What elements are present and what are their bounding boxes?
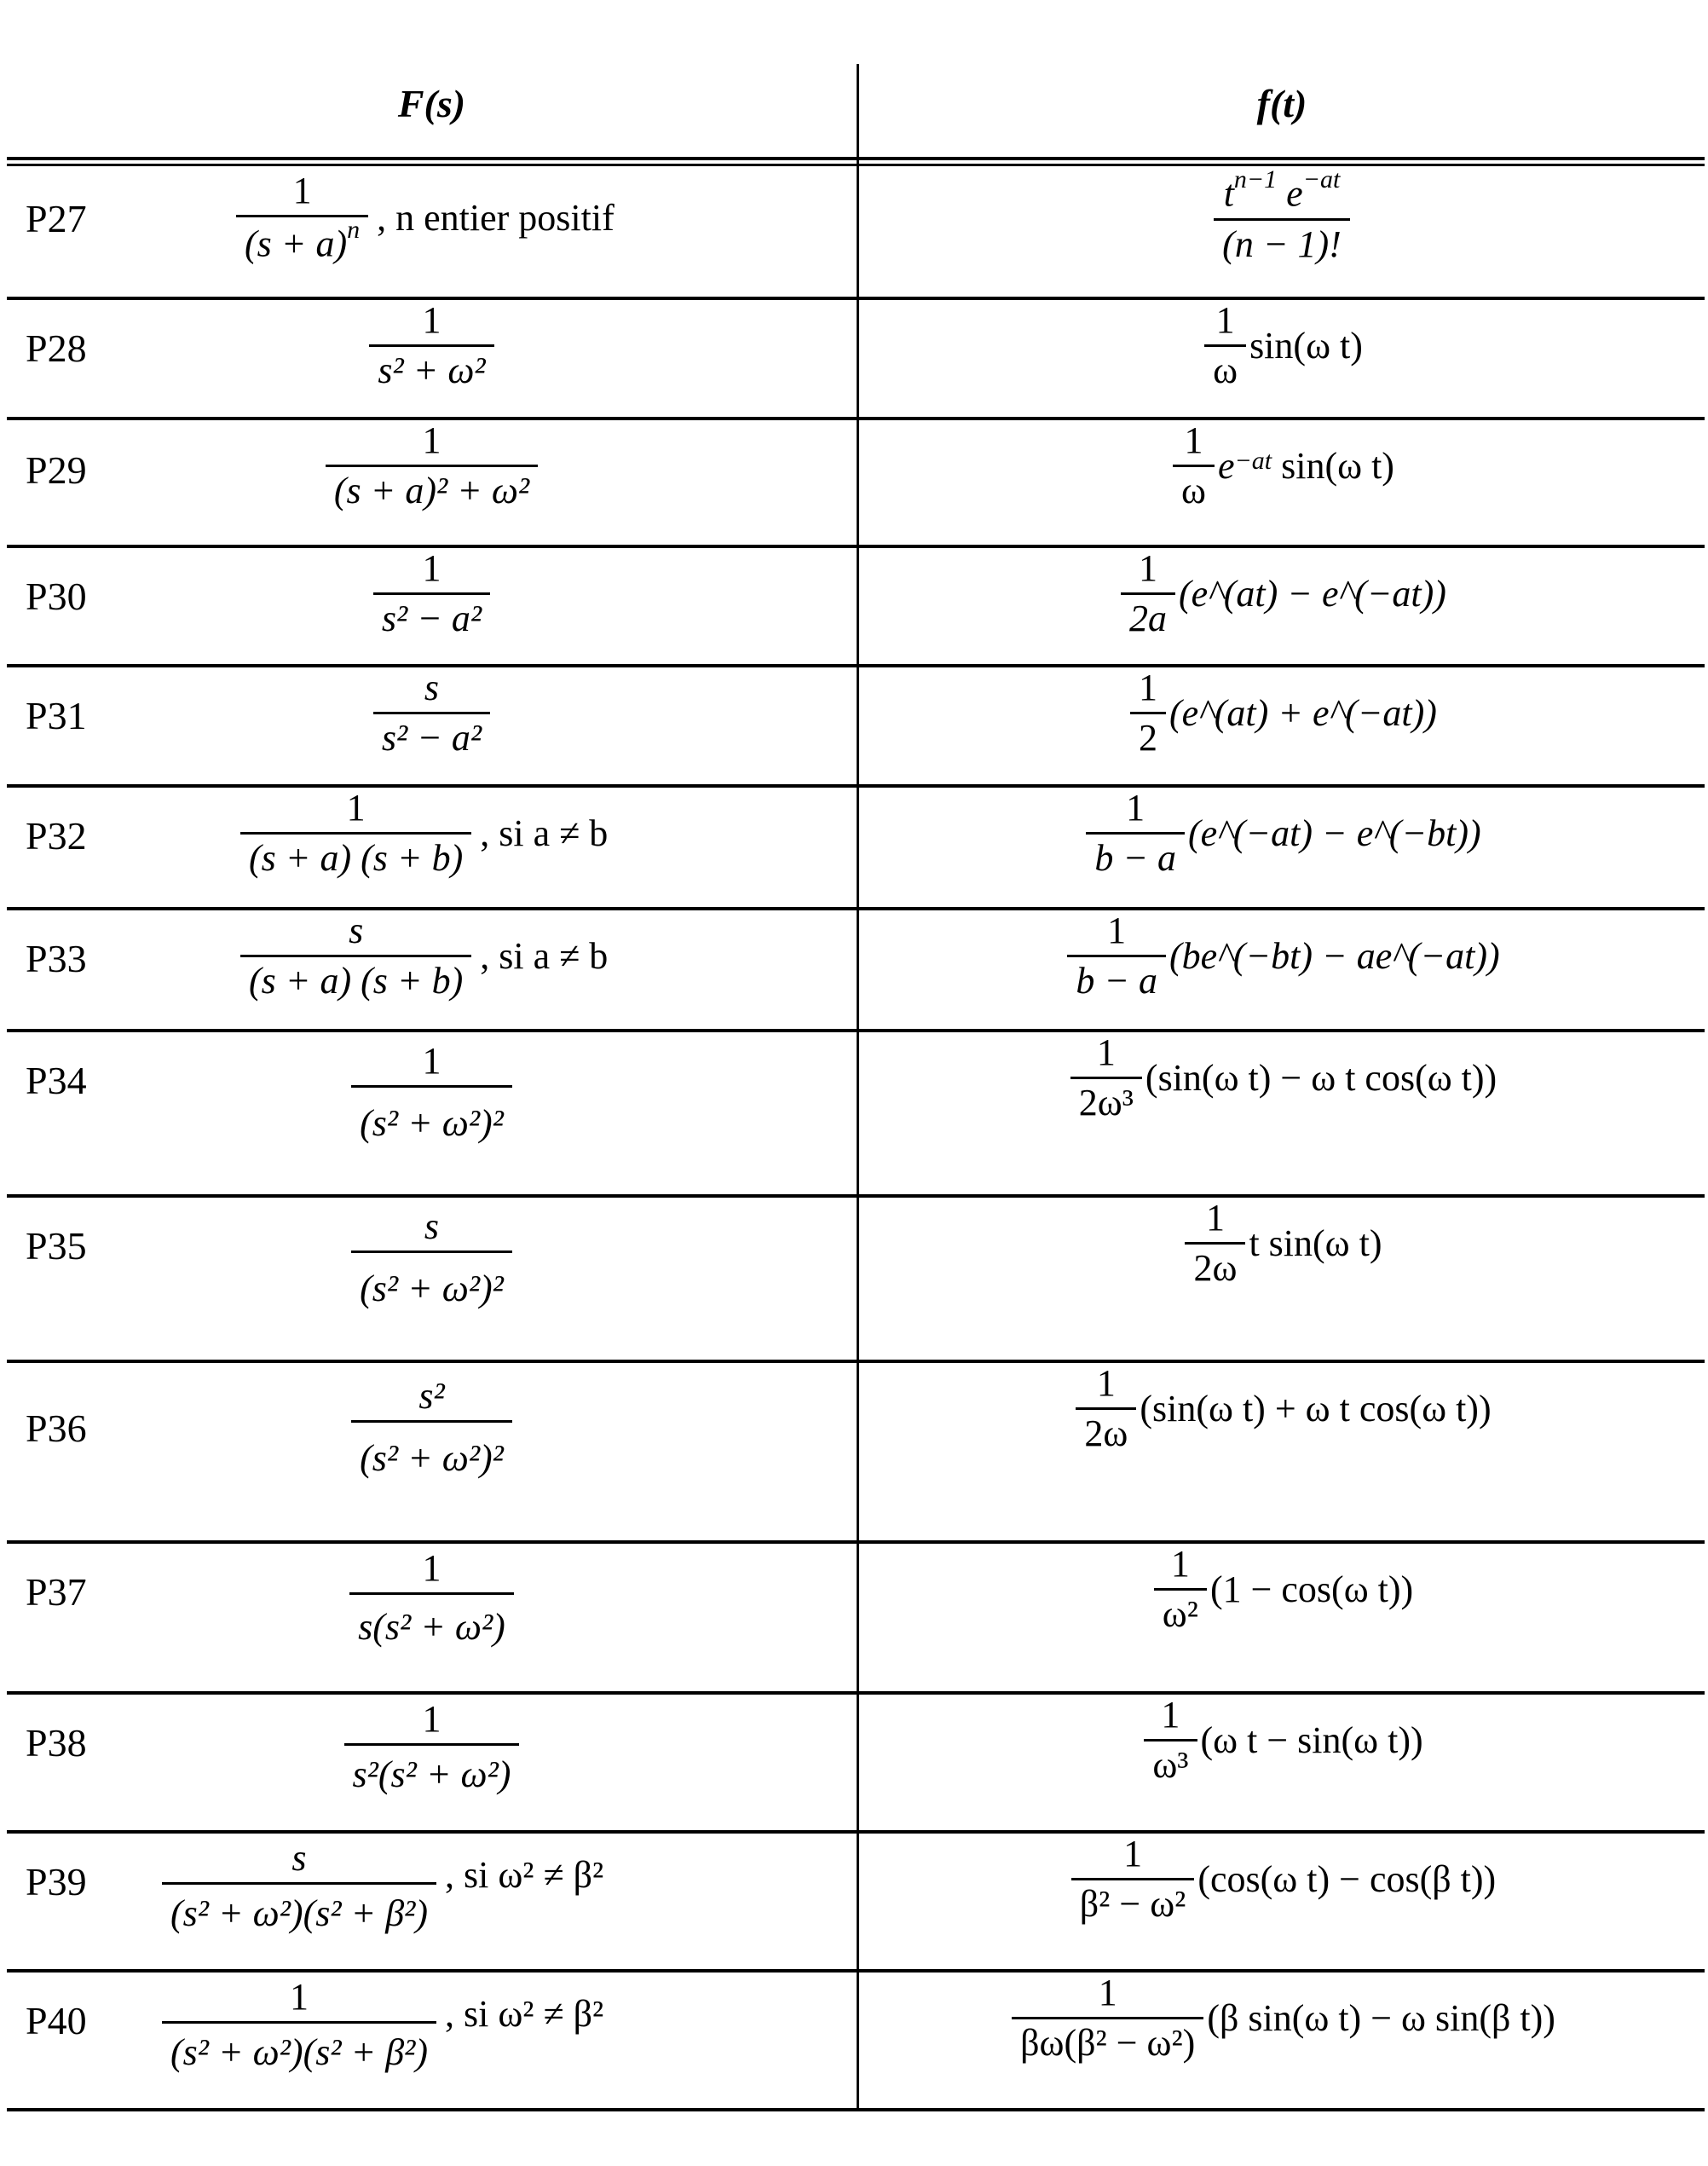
row-id: P29: [26, 448, 87, 492]
table-row: [7, 788, 1705, 907]
row-id: P39: [26, 1860, 87, 1903]
row-id: P33: [26, 937, 87, 980]
row-id: P38: [26, 1721, 87, 1765]
laplace-F: $\frac{1}{(s + a) (s + b)}$ , si a ≠ b: [237, 788, 608, 880]
time-f: $\frac{1}{2\omega}$ t sin(ω t): [1181, 1198, 1382, 1290]
time-f: $\frac{t^{n-1} e^{-at}}{(n - 1)!}$: [1210, 170, 1353, 265]
time-f: $\frac{1}{\text{βω(β² − ω²)}}$ (β sin(ω t) − ω sin(β t)): [1008, 1973, 1555, 2065]
table-row: [7, 1973, 1705, 2108]
time-f: $\frac{1}{\text{ω²}}$ (1 − cos(ω t)): [1151, 1544, 1413, 1636]
laplace-F: $\frac{s}{\text{s² − a²}}$: [370, 667, 493, 760]
condition: , si a ≠ b: [480, 812, 609, 855]
time-f: $\frac{1}{\omega}$ sin(ω t): [1201, 300, 1363, 392]
time-f: $\frac{1}{b - a}$ (be^(−bt) − ae^(−at)): [1064, 910, 1499, 1002]
laplace-F: $\frac{1}{\text{s² + ω²}}$: [366, 300, 497, 392]
laplace-F: $\frac{s}{\text{(s² + ω²)²}}$: [348, 1206, 516, 1310]
time-f: $\frac{1}{\text{ω³}}$ (ω t − sin(ω t)): [1140, 1695, 1422, 1787]
laplace-F: $\frac{1}{(s + a)^n}$ , n entier positif: [233, 170, 615, 265]
laplace-F: $\frac{1}{\text{(s² + ω²)(s² + β²)}}$ , si ω² ≠ β²: [159, 1977, 603, 2074]
condition: , si ω² ≠ β²: [444, 1993, 604, 2035]
header-divider-top: [7, 157, 1705, 160]
row-id: P27: [26, 197, 87, 240]
header-ft: f(t): [1256, 82, 1307, 125]
table-row: [7, 1363, 1705, 1540]
time-f: $\frac{1}{\text{2ω³}}$ (sin(ω t) − ω t cos(ω t)): [1067, 1032, 1497, 1124]
laplace-F: $\frac{\text{s²}}{\text{(s² + ω²)²}}$: [348, 1376, 516, 1480]
time-f: $\frac{1}{\text{β² − ω²}}$ (cos(ω t) − cos(β t)): [1068, 1834, 1496, 1926]
table-bottom-border: [7, 2108, 1705, 2111]
table-row: [7, 548, 1705, 664]
row-id: P36: [26, 1406, 87, 1450]
table-row: [7, 667, 1705, 784]
row-id: P37: [26, 1570, 87, 1614]
table-row: [7, 1695, 1705, 1830]
header-Fs: F(s): [397, 82, 466, 125]
table-row: [7, 1032, 1705, 1194]
condition: , si ω² ≠ β²: [444, 1854, 604, 1896]
time-f: $\frac{1}{\omega}$ e −at sin(ω t): [1169, 420, 1394, 512]
table-row: [7, 420, 1705, 545]
laplace-F: $\frac{1}{\text{(s² + ω²)²}}$: [348, 1041, 516, 1145]
header-divider-bottom: [7, 164, 1705, 166]
row-id: P30: [26, 575, 87, 618]
condition: , n entier positif: [377, 197, 615, 240]
table-row: [7, 910, 1705, 1029]
laplace-F: $\frac{1}{\text{s(s² + ω²)}}$: [346, 1548, 517, 1649]
row-id: P31: [26, 694, 87, 737]
time-f: $\frac{1}{2\omega}$ (sin(ω t) + ω t cos(ω t)): [1072, 1363, 1491, 1455]
table-row: [7, 1834, 1705, 1969]
laplace-F: $\frac{s}{(s + a) (s + b)}$ , si a ≠ b: [237, 910, 608, 1002]
laplace-F: $\frac{1}{\text{s²(s² + ω²)}}$: [341, 1699, 523, 1796]
row-id: P34: [26, 1059, 87, 1102]
table-row: [7, 165, 1705, 294]
time-f: $\frac{1}{2}$ (e^(at) + e^(−at)): [1127, 667, 1437, 760]
time-f: $\frac{1}{2a}$ (e^(at) − e^(−at)): [1117, 548, 1446, 640]
row-id: P32: [26, 814, 87, 858]
laplace-F: $\frac{s}{\text{(s² + ω²)(s² + β²)}}$ , si ω² ≠ β²: [159, 1838, 603, 1935]
table-row: [7, 300, 1705, 417]
time-f: $\frac{1}{b - a}$ (e^(−at) − e^(−bt)): [1082, 788, 1480, 880]
row-id: P40: [26, 1999, 87, 2042]
laplace-F: $\frac{1}{\text{s² − a²}}$: [370, 548, 493, 640]
table-row: [7, 1198, 1705, 1360]
condition: , si a ≠ b: [480, 935, 609, 978]
header-row: [7, 81, 1705, 149]
row-id: P35: [26, 1224, 87, 1268]
laplace-F: $\frac{1}{\text{(s + a)² + ω²}}$: [322, 420, 541, 512]
table-row: [7, 1544, 1705, 1691]
row-id: P28: [26, 326, 87, 370]
